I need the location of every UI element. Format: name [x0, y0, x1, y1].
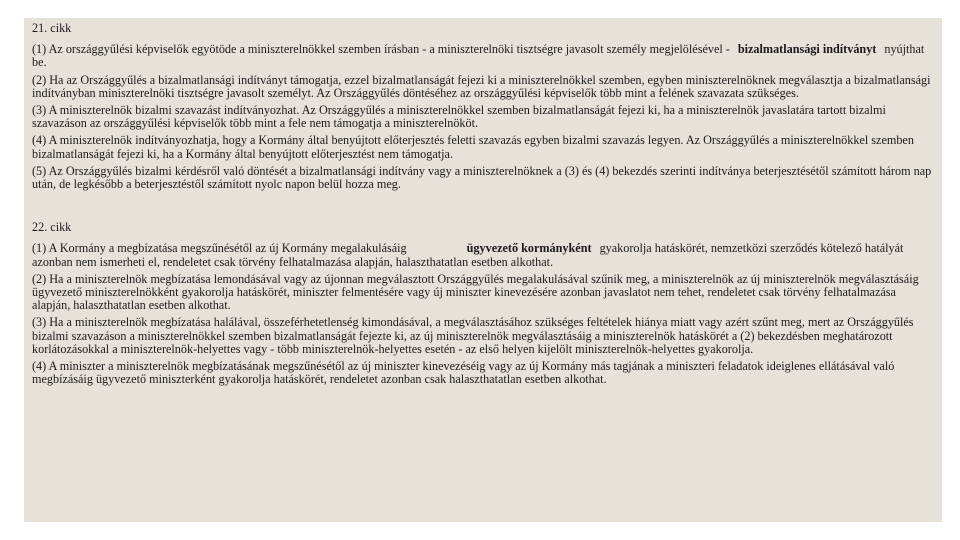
article-22-paragraph-2: (2) Ha a miniszterelnök megbízatása lemondásával vagy az újonnan megválasztott Országgyűlés megalakulásával szűnik meg, a miniszterelnök az új miniszterelnök megválasztásáig ügyvezető miniszterelnökként gyakorolja hatáskörét, miniszter felmentésére vagy új miniszter kinevezésére azonban javaslatot nem tehet, rendeletet csak törvény felhatalmazása alapján, halaszthatatlan esetben alkothat.	[32, 271, 919, 313]
article-21-paragraph-2: (2) Ha az Országgyűlés a bizalmatlansági indítványt támogatja, ezzel bizalmatlanságát fejezi ki a miniszterelnökkel szemben, egyben miniszterelnöknek megválasztja a bizalmatlansági indítványban miniszterelnöki tisztségre javasolt személyt. Az Országgyűlés döntéséhez az országgyűlési képviselők több mint a felének szavazata szükséges.	[32, 72, 931, 100]
document-panel	[24, 18, 942, 522]
article-21-paragraph-4: (4) A miniszterelnök indítványozhatja, hogy a Kormány által benyújtott előterjesztés feletti szavazás egyben bizalmi szavazás legyen. Az Országgyűlés a miniszterelnökkel szemben bizalmatlanságát fejezi ki, ha a Kormány által benyújtott előterjesztést nem támogatja.	[32, 133, 914, 161]
article-21-paragraph-1	[32, 43, 932, 69]
article-21-p1-text: (1) Az országgyűlési képviselők egyötöde a miniszterelnökkel szemben írásban - a miniszterelnöki tisztségre javasolt személy megjelölésével -	[32, 42, 730, 57]
article-21-p1-tail: nyújthat be.	[32, 42, 925, 70]
article-21-heading: 21. cikk	[32, 21, 72, 35]
article-22-p1-text: (1) A Kormány a megbízatása megszűnésétől az új Kormány megalakulásáig	[32, 241, 407, 256]
article-22-p1-emphasis: ügyvezető kormányként	[466, 241, 592, 256]
article-21-paragraph-5: (5) Az Országgyűlés bizalmi kérdésről való döntését a bizalmatlansági indítvány vagy a miniszterelnöknek a (3) és (4) bekezdés szerinti indítványa beterjesztésétől számított három nap után, de legkésőbb a beterjesztéstől számított nyolc napon belül hozza meg.	[32, 163, 932, 192]
section-spacer	[32, 195, 932, 221]
article-22-p1-tail: gyakorolja hatáskörét, nemzetközi szerződés kötelező hatályát azonban nem ismerheti el, rendeletet csak törvény felhatalmazása alapján, halaszthatatlan esetben alkothat.	[32, 241, 904, 269]
article-21-paragraph-3: (3) A miniszterelnök bizalmi szavazást indítványozhat. Az Országgyűlés a miniszterelnökkel szemben bizalmatlanságát fejezi ki, ha a miniszterelnök javaslatára tartott bizalmi szavazáson az országgyűlési képviselők több mint a fele nem támogatja a miniszterelnököt.	[32, 103, 886, 131]
article-22-paragraph-4: (4) A miniszter a miniszterelnök megbízatásának megszűnésétől az új miniszter kinevezéséig vagy az új Kormány más tagjának a miniszteri feladatok ideiglenes ellátásával való megbízásáig ügyvezető miniszterként gyakorolja hatáskörét, rendeletet azonban csak halaszthatatlan esetben alkothat.	[32, 359, 895, 387]
article-22-heading: 22. cikk	[32, 220, 72, 235]
article-22-paragraph-1	[32, 242, 932, 268]
article-21-p1-emphasis: bizalmatlansági indítványt	[737, 42, 877, 57]
document-content	[32, 22, 932, 390]
article-22-paragraph-3: (3) Ha a miniszterelnök megbízatása halálával, összeférhetetlenség kimondásával, a megválasztásához szükséges feltételek hiánya miatt vagy azért szűnt meg, mert az Országgyűlés bizalmi szavazáson a miniszterelnökkel szemben bizalmatlanságát fejezte ki, az új miniszterelnök megválasztásáig a miniszterelnök hatáskörét a (2) bekezdésben meghatározott korlátozásokkal a miniszterelnök-helyettes vagy - több miniszterelnök-helyettes esetén - az első helyen kijelölt miniszterelnök-helyettes gyakorolja.	[32, 315, 914, 356]
